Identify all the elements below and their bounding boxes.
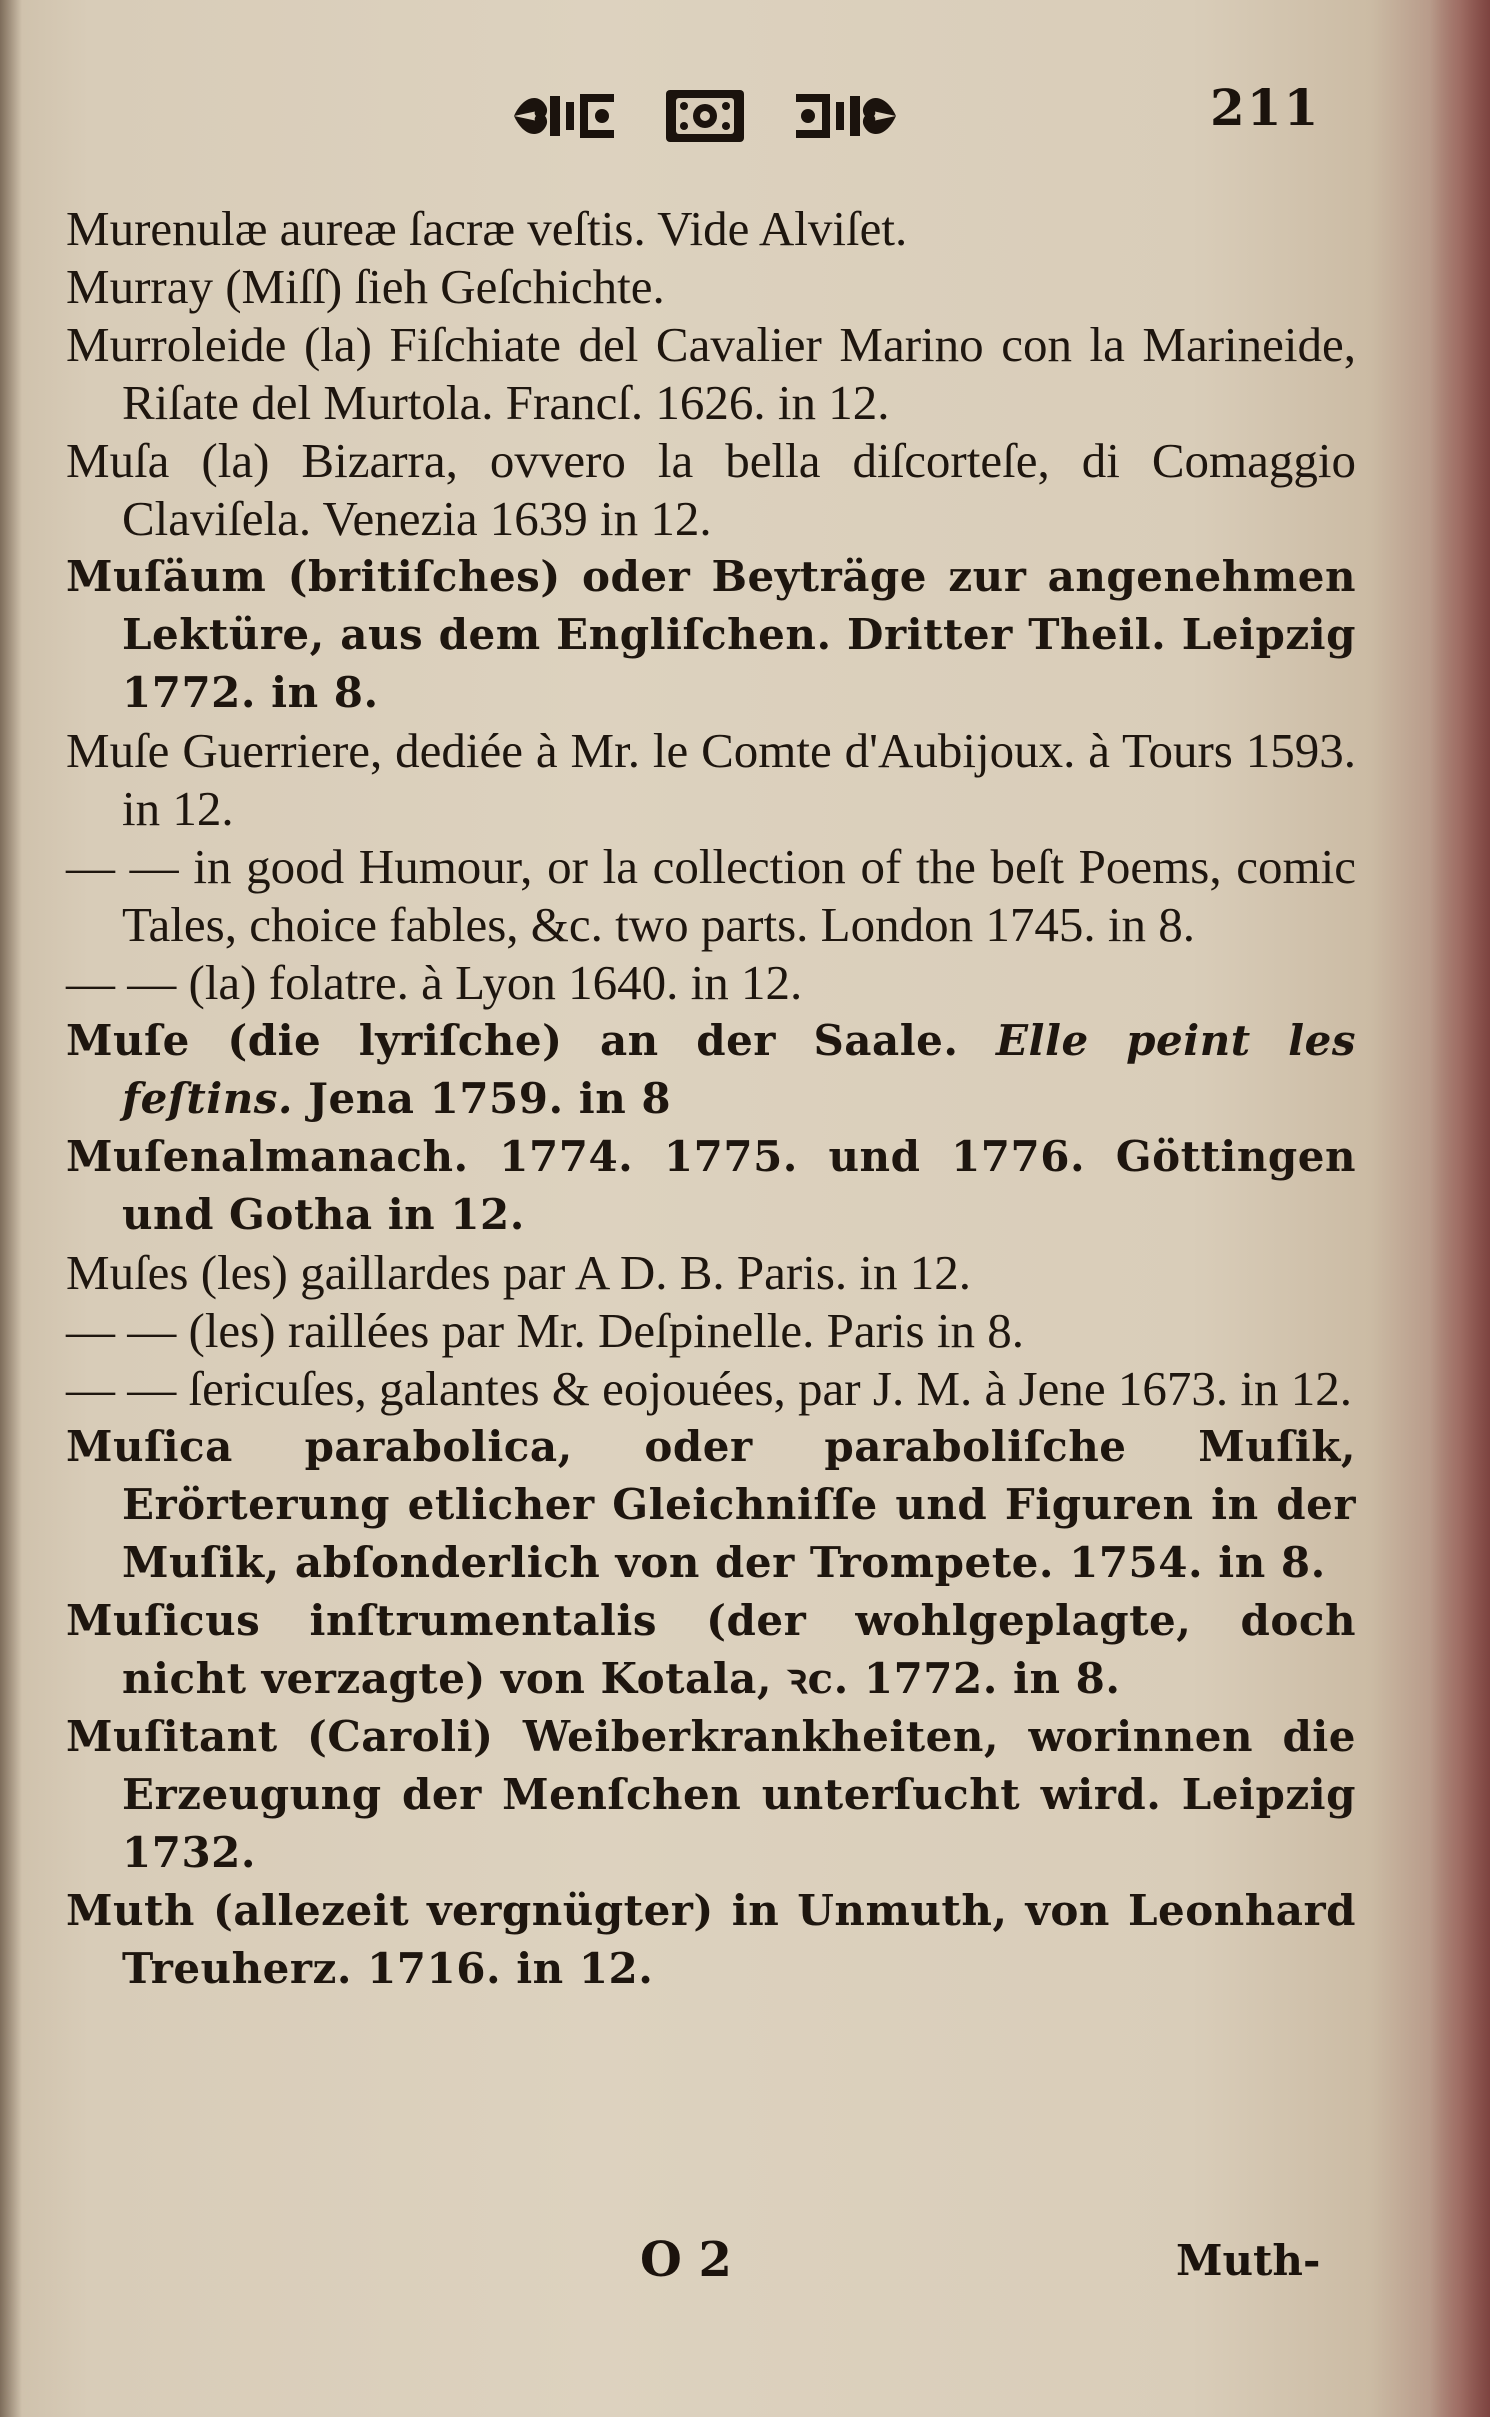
catalogue-entry: Muſenalmanach. 1774. 1775. und 1776. Göttingen und Gotha in 12.: [66, 1132, 1356, 1239]
catalogue-entry: Muſe (die lyriſche) an der Saale. Elle peint les feſtins. Jena 1759. in 8: [66, 1016, 1356, 1123]
catalogue-entry: — — (la) folatre. à Lyon 1640. in 12.: [66, 955, 803, 1010]
fleuron-center-icon: [660, 84, 750, 148]
catalogue-entry: Muſica parabolica, oder paraboliſche Muſik, Erörterung etlicher Gleichniſſe und Figuren in der Muſik, abſonderlich von der Trompete. 1754. in 8.: [66, 1422, 1356, 1587]
catalogue-entry: Muſicus inſtrumentalis (der wohlgeplagte, doch nicht verzagte) von Kotala, ꝛc. 1772. in 8.: [66, 1596, 1356, 1703]
catalogue-entry: Muſes (les) gaillardes par A D. B. Paris. in 12.: [66, 1245, 972, 1300]
page-header: [0, 70, 1490, 160]
catchword: Muth-: [1176, 2236, 1321, 2285]
catalogue-entry: — — (les) raillées par Mr. Deſpinelle. Paris in 8.: [66, 1303, 1024, 1358]
page-footer: [0, 2232, 1490, 2302]
page-edge: [1430, 0, 1490, 2417]
catalogue-entry: Murroleide (la) Fiſchiate del Cavalier Marino con la Marineide, Riſate del Murtola. Francſ. 1626. in 12.: [66, 317, 1356, 430]
catalogue-entry: Muſitant (Caroli) Weiberkrankheiten, worinnen die Erzeugung der Menſchen unterſucht wird. Leipzig 1732.: [66, 1712, 1356, 1877]
fleuron-right-icon: [790, 84, 900, 148]
header-ornament: [510, 80, 900, 152]
catalogue-entry: Murenulæ aureæ ſacræ veſtis. Vide Alviſet.: [66, 201, 908, 256]
catalogue-entry: Murray (Miſſ) ſieh Geſchichte.: [66, 259, 665, 314]
catalogue-entries: [66, 200, 1356, 1998]
gutter-shadow: [0, 0, 22, 2417]
catalogue-entry: — — in good Humour, or la collection of the beſt Poems, comic Tales, choice fables, &c. two parts. London 1745. in 8.: [66, 839, 1356, 952]
catalogue-entry: Muſe Guerriere, dediée à Mr. le Comte d'Aubijoux. à Tours 1593. in 12.: [66, 723, 1356, 836]
page-number: 211: [1210, 78, 1321, 137]
entry-italic-note: Elle peint les feſtins.: [122, 1016, 1356, 1123]
catalogue-entry: Muth (allezeit vergnügter) in Unmuth, von Leonhard Treuherz. 1716. in 12.: [66, 1886, 1356, 1993]
catalogue-entry: Muſäum (britiſches) oder Beyträge zur angenehmen Lektüre, aus dem Engliſchen. Dritter Theil. Leipzig 1772. in 8.: [66, 552, 1356, 717]
catalogue-entry: — — ſericuſes, galantes & eojouées, par J. M. à Jene 1673. in 12.: [66, 1361, 1352, 1416]
fleuron-left-icon: [510, 84, 620, 148]
catalogue-entry: Muſa (la) Bizarra, ovvero la bella diſcorteſe, di Comaggio Claviſela. Venezia 1639 in 12.: [66, 433, 1356, 546]
signature-mark: O 2: [640, 2232, 732, 2288]
